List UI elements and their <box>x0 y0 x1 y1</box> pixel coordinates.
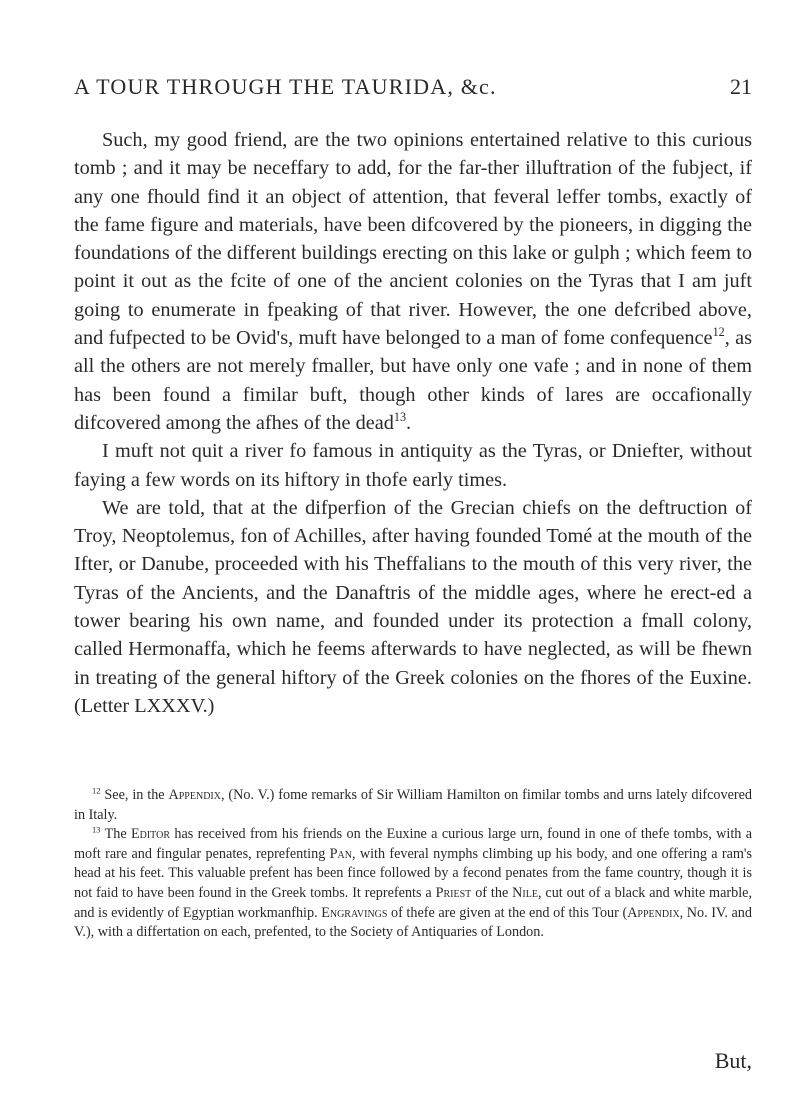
footnote-13-engravings: Engravings <box>321 904 388 921</box>
footnote-ref-12: 12 <box>712 325 725 340</box>
footnote-13-editor: Editor <box>130 826 171 843</box>
paragraph-1-text-a: Such, my good friend, are the two opinions entertained relative to this curious tomb ; and it may be neceffary to add, for the far-ther illuftration of the fubject, if any one fhould find it an object of attention, that feveral leffer tombs, exactly of the fame figure and materials, have been difcovered by the pioneers, in digging the foundations of the different buildings erecting on this lake or gulph ; which feem to point it out as the fcite of one of the ancient colonies on the Tyras that I am juft going to enumerate in fpeaking of that river. However, the one defcribed above, and fufpected to be Ovid's, muft have belonged to a man of fome confequence <box>74 129 752 350</box>
paragraph-1 <box>74 126 752 437</box>
footnote-13-text-e: , cut out of a black and white marble, and is evidently of Egyptian workmanfhip. <box>74 884 752 921</box>
running-title: A TOUR THROUGH THE TAURIDA, &c. <box>74 74 497 99</box>
catchword: But, <box>714 1048 752 1073</box>
paragraph-2: I muft not quit a river fo famous in antiquity as the Tyras, or Dniefter, without faying a few words on its hiftory in thofe early times. <box>74 440 752 491</box>
footnote-12-text-a: See, in the <box>104 787 169 803</box>
footnote-13-text-a: The <box>104 826 131 843</box>
footnotes <box>74 786 752 943</box>
footnote-13-text-b: has received from his friends on the Euxine a curious large urn, found in one of thefe tombs, with a moft rare and fingular penates, reprefenting <box>74 826 752 862</box>
paragraph-3: We are told, that at the difperfion of the Grecian chiefs on the deftruction of Troy, Neoptolemus, fon of Achilles, after having founded Tomé at the mouth of the Ifter, or Danube, proceeded with his Theffalians to the mouth of this very river, the Tyras of the Ancients, and the Danaftris of the middle ages, where he erect-ed a tower bearing his own name, and founded under its protection a fmall colony, called Hermonaffa, which he feems afterwards to have neglected, as will be fhewn in treating of the general hiftory of the Greek colonies on the fhores of the Euxine. (Letter LXXXV.) <box>74 496 752 717</box>
footnote-13-text-c: , with feveral nymphs climbing up his body, and one offering a ram's head at his feet. This valuable prefent has been fince followed by a fecond penates from the fame country, though it is not faid to have been found in the Greek tombs. It reprefents a <box>74 845 752 901</box>
footnote-13-text-g: , No. IV. and V.), with a differtation on each, prefented, to the Society of Antiquaries of London. <box>74 904 752 941</box>
footnote-ref-13: 13 <box>393 410 407 425</box>
footnote-13-nile: Nile <box>512 884 538 901</box>
footnote-13-appendix: Appendix <box>627 904 680 921</box>
footnote-13-text-d: of the <box>471 884 513 901</box>
footnote-13-number: 13 <box>92 824 101 835</box>
paragraph-1-text-c: . <box>406 411 412 434</box>
page-header <box>74 74 752 114</box>
footnote-13-pan: Pan <box>329 845 352 862</box>
footnote-12 <box>74 786 752 825</box>
footnote-13-priest: Priest <box>435 884 472 901</box>
paragraph-1-text-b: , as all the others are not merely fmaller, but have only one vafe ; and in none of them has been found a fimilar buft, though other kinds of lares are occafionally difcovered among the afhes of the dead <box>74 327 752 434</box>
footnote-13 <box>74 825 752 943</box>
footnote-13-text-f: of thefe are given at the end of this Tour ( <box>387 904 628 921</box>
footnote-12-number: 12 <box>92 785 101 796</box>
page-number: 21 <box>730 74 752 99</box>
footnote-12-appendix: Appendix <box>168 787 221 803</box>
body-text <box>74 126 752 720</box>
footnote-12-text-b: , (No. V.) fome remarks of Sir William Hamilton on fimilar tombs and urns lately difcovered in Italy. <box>74 787 753 823</box>
